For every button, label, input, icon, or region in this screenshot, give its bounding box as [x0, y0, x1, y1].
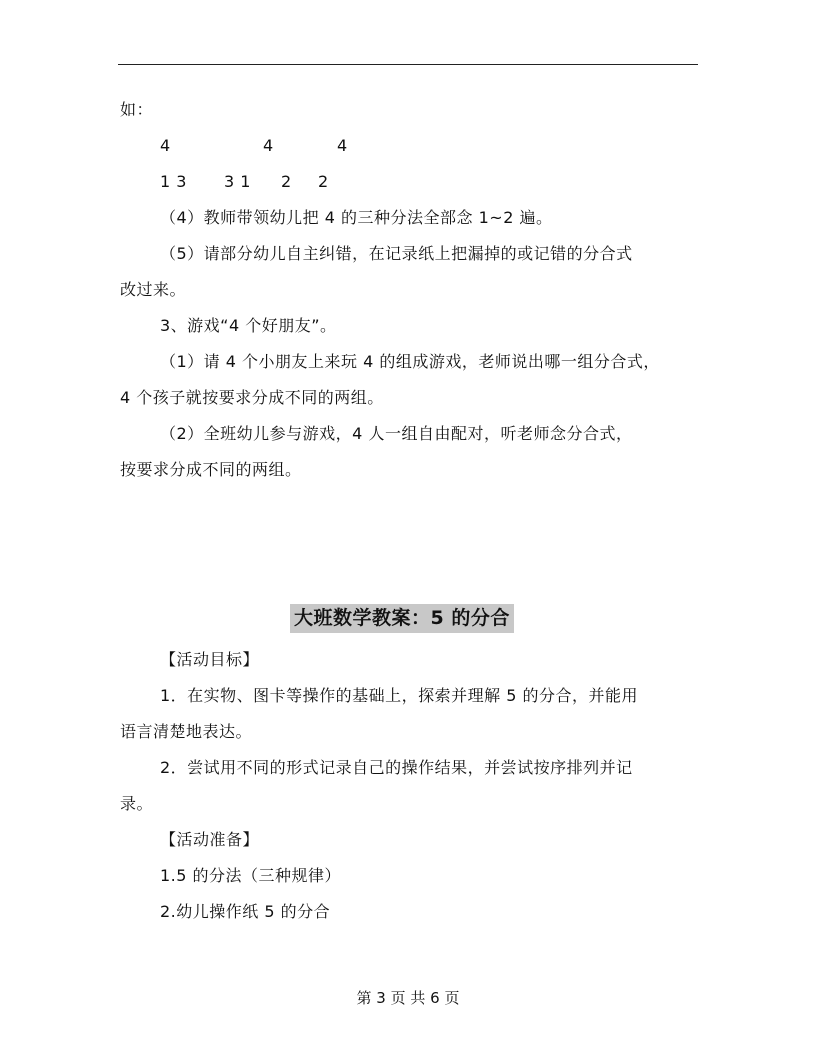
goal-1-cont: 语言清楚地表达。: [120, 722, 253, 741]
number-cell: 2: [281, 172, 292, 191]
prep-item-2: 2.幼儿操作纸 5 的分合: [160, 902, 331, 921]
goal-2-cont: 录。: [120, 794, 154, 813]
number-row-top: [0, 136, 816, 156]
paragraph-step-5: （5）请部分幼儿自主纠错，在记录纸上把漏掉的或记错的分合式: [160, 244, 633, 263]
paragraph-game-1: （1）请 4 个小朋友上来玩 4 的组成游戏，老师说出哪一组分合式，: [160, 352, 660, 371]
number-cell: 1 3: [160, 172, 187, 191]
number-cell: 4: [263, 136, 274, 155]
number-cell: 4: [160, 136, 171, 155]
number-row-bottom: [0, 172, 816, 192]
number-cell: 3 1: [224, 172, 251, 191]
header-rule: [118, 64, 698, 65]
section-title: 大班数学教案：5 的分合: [290, 604, 514, 633]
intro-text: 如：: [120, 100, 154, 119]
prep-heading: 【活动准备】: [160, 830, 260, 849]
paragraph-game-1-cont: 4 个孩子就按要求分成不同的两组。: [120, 388, 384, 407]
number-cell: 4: [337, 136, 348, 155]
paragraph-game-2: （2）全班幼儿参与游戏，4 人一组自由配对，听老师念分合式，: [160, 424, 633, 443]
goal-1: 1．在实物、图卡等操作的基础上，探索并理解 5 的分合，并能用: [160, 686, 639, 705]
goal-2: 2．尝试用不同的形式记录自己的操作结果，并尝试按序排列并记: [160, 758, 633, 777]
page-footer: 第 3 页 共 6 页: [356, 989, 460, 1007]
paragraph-step-5-cont: 改过来。: [120, 280, 187, 299]
number-cell: 2: [318, 172, 329, 191]
prep-item-1: 1.5 的分法（三种规律）: [160, 866, 342, 885]
paragraph-step-4: （4）教师带领幼儿把 4 的三种分法全部念 1~2 遍。: [160, 208, 553, 227]
paragraph-game-heading: 3、游戏“4 个好朋友”。: [160, 316, 337, 335]
goals-heading: 【活动目标】: [160, 650, 260, 669]
paragraph-game-2-cont: 按要求分成不同的两组。: [120, 460, 302, 479]
